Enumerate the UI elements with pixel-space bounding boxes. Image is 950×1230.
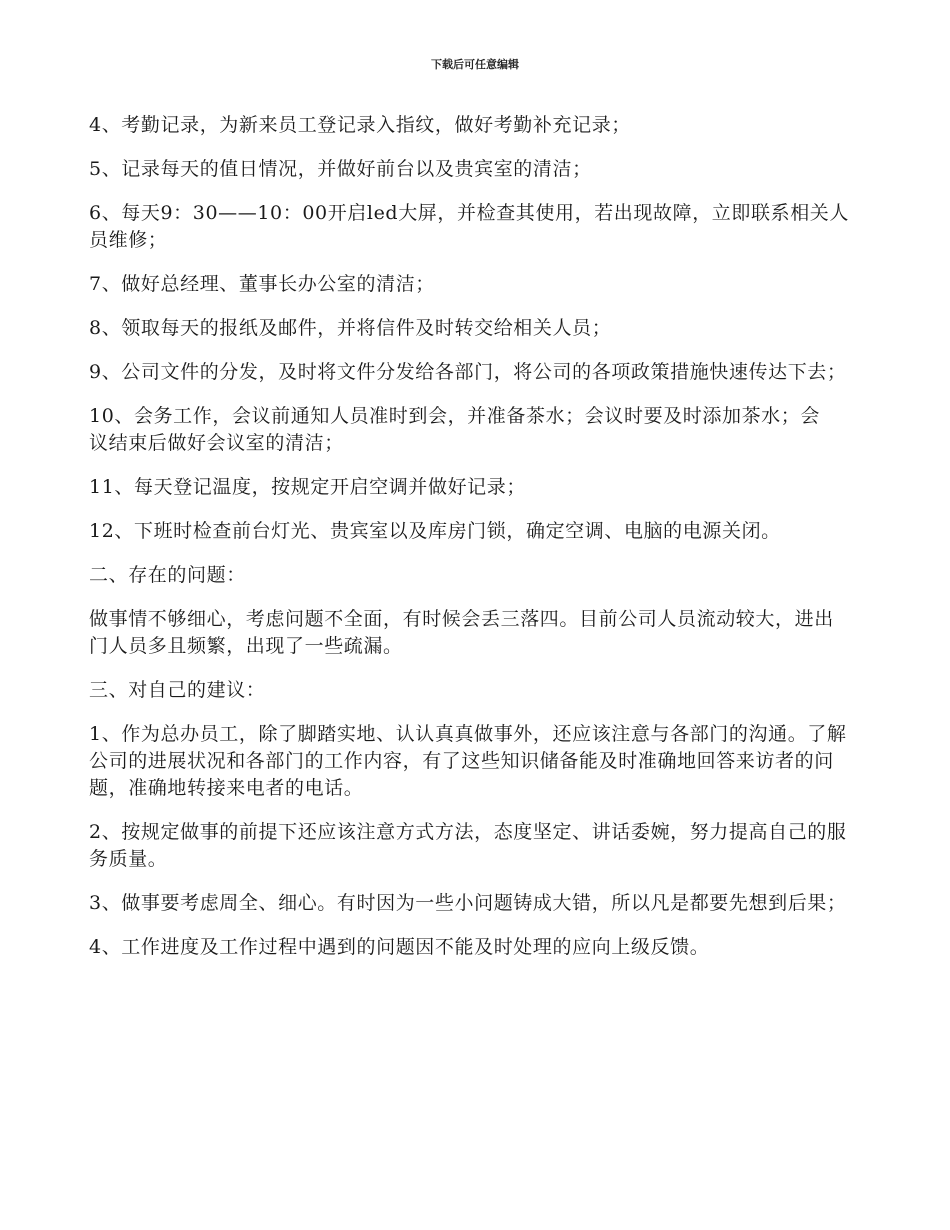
paragraph-suggestion-4: 4、工作进度及工作过程中遇到的问题因不能及时处理的应向上级反馈。 [89,936,710,958]
paragraph-led-screen: 6、每天9：30——10：00开启led大屏，并检查其使用，若出现故障，立即联系相关人员维修； [89,202,849,251]
paragraph-office-cleaning: 7、做好总经理、董事长办公室的清洁； [89,273,435,295]
document-body [89,112,864,978]
paragraph-suggestion-3: 3、做事要考虑周全、细心。有时因为一些小问题铸成大错，所以凡是都要先想到后果； [89,892,847,914]
paragraph-suggestion-1: 1、作为总办员工，除了脚踏实地、认认真真做事外，还应该注意与各部门的沟通。了解公司的进展状况和各部门的工作内容，有了这些知识储备能及时准确地回答来访者的问题，准确地转接来电者的电话。 [89,723,847,799]
paragraph-meetings: 10、会务工作，会议前通知人员准时到会，并准备茶水；会议时要及时添加茶水；会议结束后做好会议室的清洁； [89,405,820,454]
paragraph-suggestion-2: 2、按规定做事的前提下还应该注意方式方法，态度坚定、讲话委婉，努力提高自己的服务质量。 [89,821,847,870]
paragraph-mail: 8、领取每天的报纸及邮件，并将信件及时转交给相关人员； [89,317,612,339]
paragraph-duty-record: 5、记录每天的值日情况，并做好前台以及贵宾室的清洁； [89,158,592,180]
paragraph-problems: 做事情不够细心，考虑问题不全面，有时候会丢三落四。目前公司人员流动较大，进出门人员多且频繁，出现了一些疏漏。 [89,608,834,657]
paragraph-attendance: 4、考勤记录，为新来员工登记录入指纹，做好考勤补充记录； [89,114,631,136]
paragraph-temperature: 11、每天登记温度，按规定开启空调并做好记录； [89,476,526,498]
section-heading-suggestions: 三、对自己的建议： [89,679,266,701]
section-heading-problems: 二、存在的问题： [89,564,246,586]
page-header: 下载后可任意编辑 [431,58,519,71]
paragraph-documents: 9、公司文件的分发，及时将文件分发给各部门，将公司的各项政策措施快速传达下去； [89,361,847,383]
paragraph-closing-check: 12、下班时检查前台灯光、贵宾室以及库房门锁，确定空调、电脑的电源关闭。 [89,520,781,542]
